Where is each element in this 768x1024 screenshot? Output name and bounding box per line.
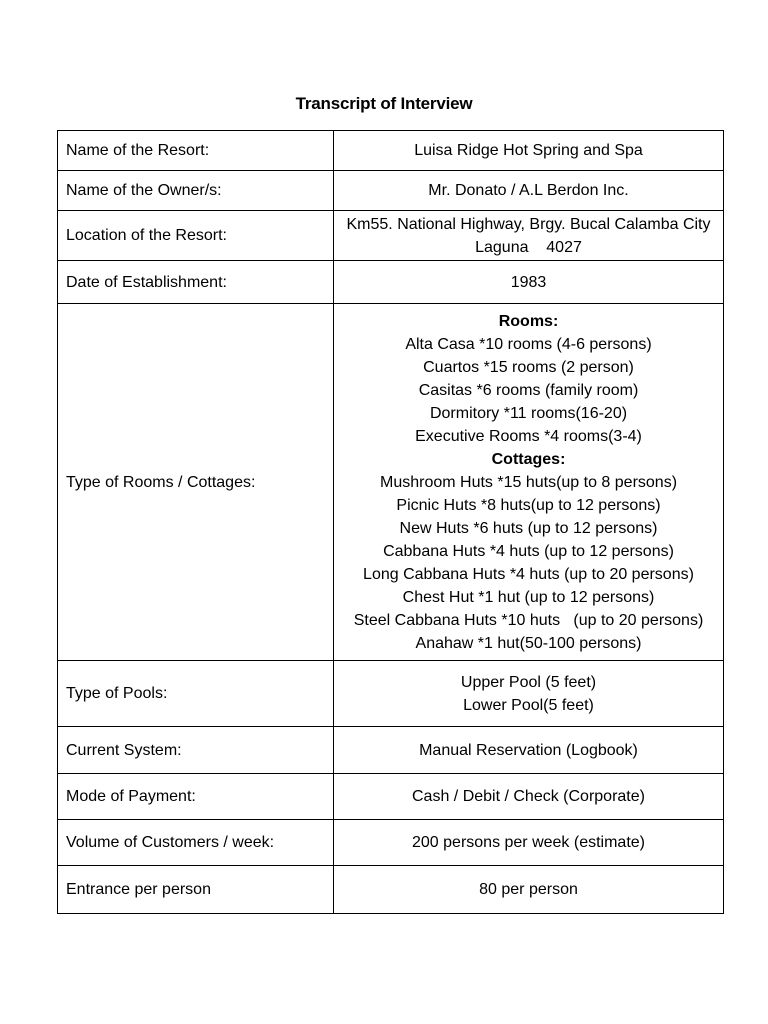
table-row-location [58,211,724,261]
established-value: 1983 [334,261,724,304]
cottage-item: Cabbana Huts *4 huts (up to 12 persons) [383,542,674,560]
established-label: Date of Establishment: [58,261,334,304]
room-item: Casitas *6 rooms (family room) [418,381,639,399]
table-row-payment [58,774,724,820]
location-value-line-2: Laguna 4027 [475,238,582,256]
payment-label: Mode of Payment: [58,774,334,820]
volume-label: Volume of Customers / week: [58,820,334,866]
table-row-resort-name [58,131,724,171]
room-item: Cuartos *15 rooms (2 person) [423,358,634,376]
resort-name-value: Luisa Ridge Hot Spring and Spa [334,131,724,171]
rooms-heading: Rooms: [498,312,559,330]
location-value [334,211,724,261]
location-label: Location of the Resort: [58,211,334,261]
cottage-item: Chest Hut *1 hut (up to 12 persons) [402,588,655,606]
system-value: Manual Reservation (Logbook) [334,727,724,774]
entrance-value: 80 per person [334,866,724,914]
rooms-cottages-label: Type of Rooms / Cottages: [58,304,334,661]
location-value-line-1: Km55. National Highway, Brgy. Bucal Calamba City [346,215,711,233]
resort-name-label: Name of the Resort: [58,131,334,171]
pool-item: Upper Pool (5 feet) [460,673,597,691]
table-row-pools [58,661,724,727]
cottages-heading: Cottages: [491,450,566,468]
room-item: Executive Rooms *4 rooms(3-4) [415,427,642,445]
cottage-item: Anahaw *1 hut(50-100 persons) [415,634,642,652]
cottage-item: Mushroom Huts *15 huts(up to 8 persons) [379,473,678,491]
owner-label: Name of the Owner/s: [58,171,334,211]
rooms-cottages-value [334,304,724,661]
pool-item: Lower Pool(5 feet) [463,696,594,714]
pools-label: Type of Pools: [58,661,334,727]
payment-value: Cash / Debit / Check (Corporate) [334,774,724,820]
cottage-item: Picnic Huts *8 huts(up to 12 persons) [396,496,661,514]
table-row-volume [58,820,724,866]
table-row-owner [58,171,724,211]
cottage-item: New Huts *6 huts (up to 12 persons) [399,519,658,537]
pools-value [334,661,724,727]
interview-table [57,130,724,914]
owner-value: Mr. Donato / A.L Berdon Inc. [334,171,724,211]
page-title: Transcript of Interview [295,94,473,113]
room-item: Dormitory *11 rooms(16-20) [429,404,628,422]
room-item: Alta Casa *10 rooms (4-6 persons) [405,335,652,353]
system-label: Current System: [58,727,334,774]
table-row-system [58,727,724,774]
cottage-item: Long Cabbana Huts *4 huts (up to 20 persons) [363,565,694,583]
table-row-established [58,261,724,304]
table-row-rooms-cottages [58,304,724,661]
cottage-item: Steel Cabbana Huts *10 huts (up to 20 persons) [353,611,704,629]
volume-value: 200 persons per week (estimate) [334,820,724,866]
entrance-label: Entrance per person [58,866,334,914]
table-row-entrance [58,866,724,914]
